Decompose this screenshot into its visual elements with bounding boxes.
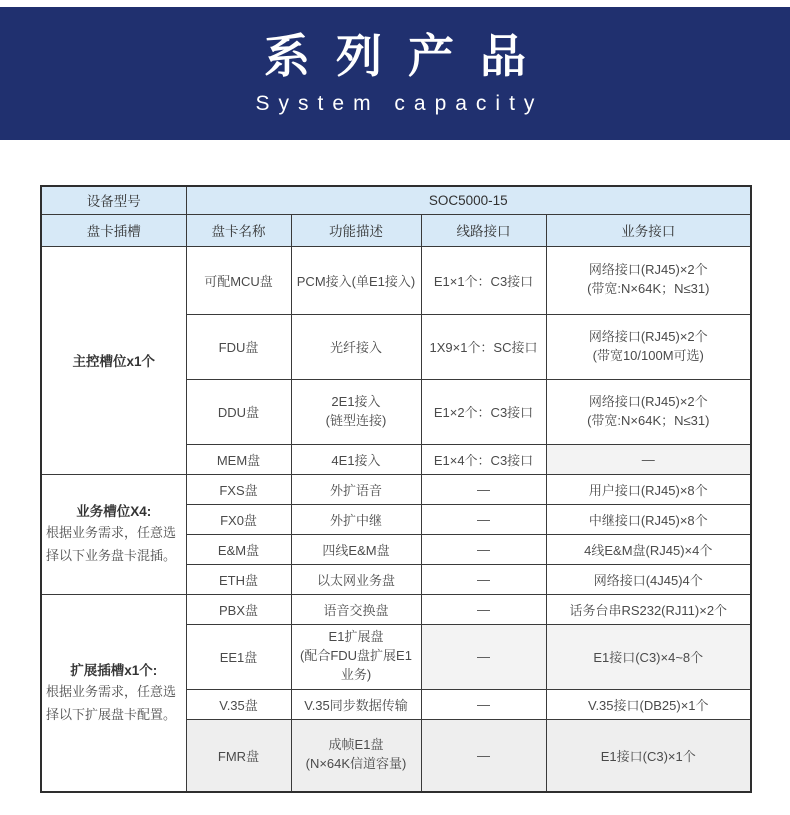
line-interface-cell: 1X9×1个：SC接口 xyxy=(421,314,546,379)
service-interface-cell: V.35接口(DB25)×1个 xyxy=(546,689,751,719)
group-title: 主控槽位x1个 xyxy=(72,354,156,369)
card-name-cell: 可配MCU盘 xyxy=(186,246,291,314)
banner xyxy=(0,7,790,140)
function-desc-cell: 外扩语音 xyxy=(291,474,421,504)
card-name-cell: FMR盘 xyxy=(186,719,291,792)
model-row xyxy=(41,186,751,214)
service-interface-cell: 网络接口(RJ45)×2个 (带宽10/100M可选) xyxy=(546,314,751,379)
card-name-cell: FXS盘 xyxy=(186,474,291,504)
card-name-cell: E&M盘 xyxy=(186,534,291,564)
service-interface-cell: 网络接口(4J45)4个 xyxy=(546,564,751,594)
function-desc-cell: 四线E&M盘 xyxy=(291,534,421,564)
card-name-cell: ETH盘 xyxy=(186,564,291,594)
service-interface-cell: 中继接口(RJ45)×8个 xyxy=(546,504,751,534)
line-interface-cell: E1×1个：C3接口 xyxy=(421,246,546,314)
service-interface-cell: E1接口(C3)×4~8个 xyxy=(546,624,751,689)
header-service-interface: 业务接口 xyxy=(546,214,751,246)
card-name-cell: DDU盘 xyxy=(186,379,291,444)
group-title: 业务槽位X4: xyxy=(76,504,152,520)
header-card-name: 盘卡名称 xyxy=(186,214,291,246)
service-interface-cell: E1接口(C3)×1个 xyxy=(546,719,751,792)
card-name-cell: FDU盘 xyxy=(186,314,291,379)
function-desc-cell: E1扩展盘 (配合FDU盘扩展E1业务) xyxy=(291,624,421,689)
column-header-row xyxy=(41,214,751,246)
model-value: SOC5000-15 xyxy=(186,186,751,214)
service-interface-cell: 用户接口(RJ45)×8个 xyxy=(546,474,751,504)
group-main-control xyxy=(41,246,186,474)
table-row xyxy=(41,246,751,314)
header-slot: 盘卡插槽 xyxy=(41,214,186,246)
group-title: 扩展插槽x1个: xyxy=(70,663,158,678)
spec-table xyxy=(40,185,752,793)
function-desc-cell: 语音交换盘 xyxy=(291,594,421,624)
function-desc-cell: V.35同步数据传输 xyxy=(291,689,421,719)
function-desc-cell: 4E1接入 xyxy=(291,444,421,474)
service-interface-cell: 4线E&M盘(RJ45)×4个 xyxy=(546,534,751,564)
line-interface-cell: — xyxy=(421,474,546,504)
spec-table-container xyxy=(40,185,790,793)
card-name-cell: EE1盘 xyxy=(186,624,291,689)
function-desc-cell: 以太网业务盘 xyxy=(291,564,421,594)
line-interface-cell: E1×2个：C3接口 xyxy=(421,379,546,444)
line-interface-cell: — xyxy=(421,689,546,719)
line-interface-cell: — xyxy=(421,624,546,689)
function-desc-cell: 2E1接入 (链型连接) xyxy=(291,379,421,444)
group-note: 根据业务需求，任意选择以下业务盘卡混插。 xyxy=(46,525,177,563)
line-interface-cell: — xyxy=(421,719,546,792)
line-interface-cell: — xyxy=(421,534,546,564)
card-name-cell: FX0盘 xyxy=(186,504,291,534)
line-interface-cell: — xyxy=(421,504,546,534)
banner-title: 系列产品 xyxy=(264,30,552,83)
function-desc-cell: 光纤接入 xyxy=(291,314,421,379)
table-row xyxy=(41,474,751,504)
banner-subtitle: System capacity xyxy=(255,91,544,115)
group-expansion-slot xyxy=(41,594,186,792)
function-desc-cell: 外扩中继 xyxy=(291,504,421,534)
line-interface-cell: E1×4个：C3接口 xyxy=(421,444,546,474)
function-desc-cell: PCM接入(单E1接入) xyxy=(291,246,421,314)
header-line-interface: 线路接口 xyxy=(421,214,546,246)
header-function-desc: 功能描述 xyxy=(291,214,421,246)
group-service-slots xyxy=(41,474,186,594)
line-interface-cell: — xyxy=(421,564,546,594)
line-interface-cell: — xyxy=(421,594,546,624)
card-name-cell: PBX盘 xyxy=(186,594,291,624)
card-name-cell: MEM盘 xyxy=(186,444,291,474)
service-interface-cell: 网络接口(RJ45)×2个 (带宽:N×64K；N≤31) xyxy=(546,379,751,444)
service-interface-cell: 网络接口(RJ45)×2个 (带宽:N×64K；N≤31) xyxy=(546,246,751,314)
function-desc-cell: 成帧E1盘 (N×64K信道容量) xyxy=(291,719,421,792)
card-name-cell: V.35盘 xyxy=(186,689,291,719)
group-note: 根据业务需求，任意选择以下扩展盘卡配置。 xyxy=(46,684,177,722)
model-label: 设备型号 xyxy=(41,186,186,214)
service-interface-cell: — xyxy=(546,444,751,474)
service-interface-cell: 话务台串RS232(RJ11)×2个 xyxy=(546,594,751,624)
table-row xyxy=(41,594,751,624)
